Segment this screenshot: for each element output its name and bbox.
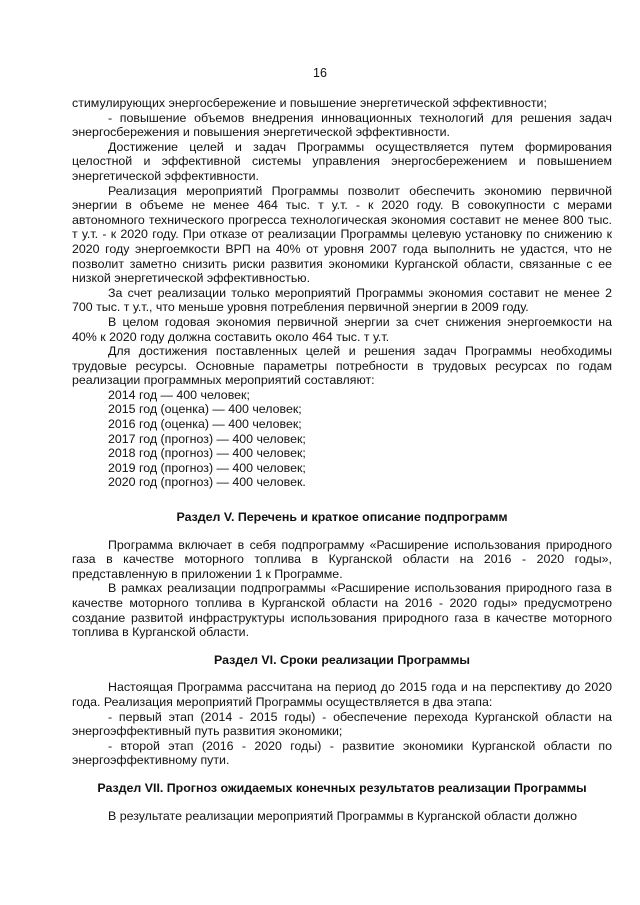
list-item: 2018 год (прогноз) — 400 человек; xyxy=(108,446,306,461)
paragraph: Программа включает в себя подпрограмму «Расширение использования природного газа в качестве моторного топлива в Курганской области на 2016 - 2020 годы», представленную в приложении 1 к Программе. xyxy=(72,537,612,581)
paragraph: - первый этап (2014 - 2015 годы) - обеспечение перехода Курганской области на энергоэффективный путь развития экономики; xyxy=(72,709,612,739)
document-body xyxy=(72,96,612,823)
paragraph: В целом годовая экономия первичной энергии за счет снижения энергоемкости на 40% к 2020 году должна составить около 464 тыс. т у.т. xyxy=(72,314,612,344)
paragraph: стимулирующих энергосбережение и повышение энергетической эффективности; xyxy=(72,96,547,110)
paragraph: Для достижения поставленных целей и решения задач Программы необходимы трудовые ресурсы. Основные параметры потребности в трудовых ресурсах по годам реализации программных мероприятий составляют: xyxy=(72,344,612,388)
section-heading-v: Раздел V. Перечень и краткое описание подпрограмм xyxy=(176,510,508,525)
section-heading-vii: Раздел VII. Прогноз ожидаемых конечных результатов реализации Программы xyxy=(97,780,587,795)
page-number: 16 xyxy=(313,66,327,80)
paragraph: За счет реализации только мероприятий Программы экономия составит не менее 2 700 тыс. т у.т., что меньше уровня потребления первичной энергии в 2009 году. xyxy=(72,285,612,315)
list-item: 2015 год (оценка) — 400 человек; xyxy=(108,402,302,417)
paragraph: Настоящая Программа рассчитана на период до 2015 года и на перспективу до 2020 года. Реализация мероприятий Программы осуществляется в два этапа: xyxy=(72,680,612,709)
list-item: 2016 год (оценка) — 400 человек; xyxy=(108,417,302,432)
paragraph: Реализация мероприятий Программы позволит обеспечить экономию первичной энергии в объеме не менее 464 тыс. т у.т. - к 2020 году. В совокупности с мерами автономного технического прогресса технологическая экономия составит не менее 800 тыс. т у.т. - к 2020 году. При отказе от реализации Программы целевую установку по снижению к 2020 году энергоемкости ВРП на 40% от уровня 2007 года выполнить не удастся, что не позволит заметно снизить риски развития экономики Курганской области, связанные с ее низкой энергетической эффективностью. xyxy=(72,183,612,286)
paragraph: - второй этап (2016 - 2020 годы) - развитие экономики Курганской области по энергоэффективному пути. xyxy=(72,738,612,768)
paragraph: В результате реализации мероприятий Программы в Курганской области должно xyxy=(108,808,578,823)
paragraph: Достижение целей и задач Программы осуществляется путем формирования целостной и эффективной системы управления энергосбережением и повышением энергетической эффективности. xyxy=(72,139,612,183)
paragraph: В рамках реализации подпрограммы «Расширение использования природного газа в качестве моторного топлива в Курганской области на 2016 - 2020 годы» предусмотрено создание развитой инфраструктуры использования природного газа в качестве моторного топлива в Курганской области. xyxy=(72,581,612,640)
list-item: 2020 год (прогноз) — 400 человек. xyxy=(108,475,306,490)
paragraph: - повышение объемов внедрения инновационных технологий для решения задач энергосбережения и повышения энергетической эффективности. xyxy=(72,110,612,140)
list-item: 2017 год (прогноз) — 400 человек; xyxy=(108,431,306,446)
list-item: 2019 год (прогноз) — 400 человек; xyxy=(108,460,306,475)
list-item: 2014 год — 400 человек; xyxy=(108,387,250,402)
workforce-list xyxy=(72,388,612,490)
section-heading-vi: Раздел VI. Сроки реализации Программы xyxy=(214,652,470,667)
